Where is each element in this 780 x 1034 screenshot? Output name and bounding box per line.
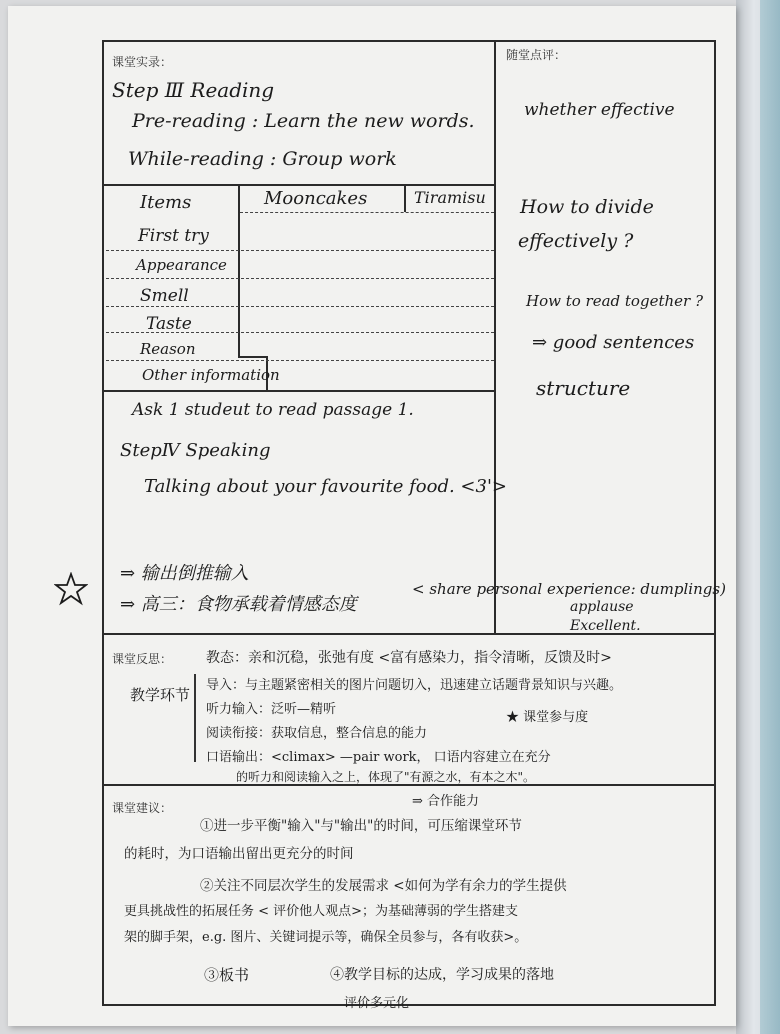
suggestion-2c: 架的脚手架，e.g. 图片、关键词提示等，确保全员参与，各有收获>。 <box>124 930 528 945</box>
excellent-note: Excellent. <box>570 618 641 634</box>
comment-how-to-divide: How to divide <box>520 196 654 218</box>
suggestion-1a: ①进一步平衡"输入"与"输出"的时间，可压缩课堂环节 <box>200 818 522 834</box>
comment-section-label: 随堂点评： <box>506 48 567 62</box>
suggestion-4b: 评价多元化 <box>344 996 410 1011</box>
comment-good-sentences: ⇒ good sentences <box>532 332 695 353</box>
output-backward-note: ⇒ 输出倒推输入 <box>120 563 249 584</box>
table-row-dash <box>106 306 494 307</box>
reflection-line-speaking: 口语输出：<climax> —pair work， 口语内容建立在充分 <box>206 750 551 765</box>
notebook-cover-edge <box>760 0 780 1034</box>
step3-heading: Step Ⅲ Reading <box>112 78 275 102</box>
comment-how-to-read-together: How to read together ? <box>526 292 703 310</box>
suggestion-4a: ④教学目标的达成，学习成果的落地 <box>330 967 554 983</box>
table-header-tiramisu: Tiramisu <box>414 188 486 207</box>
table-col-2 <box>404 184 406 212</box>
table-header-dash <box>240 212 494 213</box>
step4-heading: StepⅣ Speaking <box>120 440 271 461</box>
reflection-cooperation: ⇒ 合作能力 <box>412 794 480 809</box>
reflection-side-label: 教学环节 <box>130 686 191 704</box>
table-col-1 <box>238 184 240 356</box>
notebook-page <box>8 6 736 1026</box>
table-other-info-rule <box>238 356 268 358</box>
reflection-line-listening: 听力输入：泛听—精听 <box>206 702 337 717</box>
reflection-participation: ★ 课堂参与度 <box>506 710 589 725</box>
suggestion-2b: 更具挑战性的拓展任务 < 评价他人观点>；为基础薄弱的学生搭建支 <box>124 904 519 919</box>
suggestion-3: ③板书 <box>204 966 250 984</box>
table-top-rule <box>102 184 496 186</box>
while-reading-line: While-reading : Group work <box>128 148 397 170</box>
pre-reading-line: Pre-reading : Learn the new words. <box>132 110 475 132</box>
table-row-smell: Smell <box>140 286 189 306</box>
table-row-appearance: Appearance <box>136 256 227 274</box>
column-divider <box>494 40 496 634</box>
share-experience-note: < share personal experience: dumplings) <box>412 580 726 598</box>
table-header-items: Items <box>140 192 192 213</box>
table-header-mooncakes: Mooncakes <box>264 188 368 209</box>
suggestion-1b: 的耗时，为口语输出留出更充分的时间 <box>124 846 354 862</box>
table-row-first-try: First try <box>138 226 209 246</box>
comment-structure: structure <box>536 376 631 400</box>
table-row-taste: Taste <box>146 314 192 334</box>
ask-student-line: Ask 1 studeut to read passage 1. <box>132 400 414 420</box>
table-row-dash <box>106 332 494 333</box>
comment-effectively: effectively ? <box>518 230 634 252</box>
table-row-reason: Reason <box>140 340 196 358</box>
frame-right <box>714 40 716 1006</box>
star-icon <box>54 572 88 606</box>
table-row-dash <box>106 250 494 251</box>
reflection-line-intro: 导入：与主题紧密相关的图片问题切入，迅速建立话题背景知识与兴趣。 <box>206 678 623 693</box>
reflection-line-source: 的听力和阅读输入之上，体现了"有源之水，有本之木"。 <box>236 770 536 784</box>
table-row-other-information: Other information <box>142 366 280 384</box>
reflection-line-reading: 阅读衔接：获取信息，整合信息的能力 <box>206 726 428 741</box>
reflection-brace <box>194 674 196 762</box>
applause-note: applause <box>570 599 634 615</box>
reflection-line-manner: 教态：亲和沉稳，张弛有度 <富有感染力，指令清晰，反馈及时> <box>206 650 612 666</box>
table-row-dash <box>106 278 494 279</box>
comment-whether-effective: whether effective <box>524 100 675 120</box>
table-row-dash <box>106 360 494 361</box>
talking-line: Talking about your favourite food. <3'> <box>144 476 507 497</box>
senior-food-note: ⇒ 高三：食物承载着情感态度 <box>120 594 357 615</box>
record-section-label: 课堂实录： <box>112 55 173 69</box>
table-bottom-rule <box>102 390 496 392</box>
frame-top <box>102 40 716 42</box>
suggestion-section-label: 课堂建议： <box>112 801 173 815</box>
reflection-section-label: 课堂反思： <box>112 652 173 666</box>
suggestion-2a: ②关注不同层次学生的发展需求 <如何为学有余力的学生提供 <box>200 878 567 894</box>
